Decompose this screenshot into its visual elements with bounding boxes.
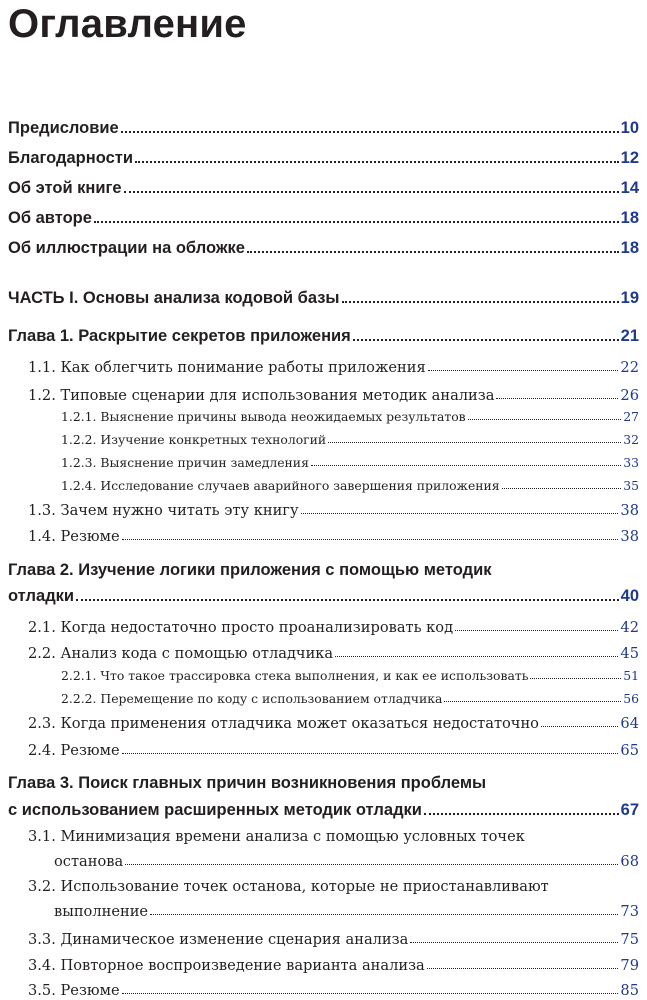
dot-leader [247,251,619,253]
dot-leader [122,539,619,540]
toc-entry-section-line1[interactable]: 3.2. Использование точек останова, которые не приостанавливают [28,878,549,895]
dot-leader [468,419,622,420]
toc-entry-section[interactable] [0,708,639,732]
toc-entry-page: 10 [620,119,639,137]
toc-entry-title: 1.2.3. Выяснение причин замедления [61,455,309,470]
toc-entry-cover-illustration[interactable] [0,234,639,258]
toc-entry-acknowledgements[interactable] [0,144,639,168]
toc-entry-page: 19 [620,289,639,307]
toc-entry-title: 2.2. Анализ кода с помощью отладчика [28,645,334,662]
toc-entry-page: 85 [620,982,639,999]
toc-entry-about-book[interactable] [0,174,639,198]
toc-entry-chapter-3[interactable] [0,796,639,820]
toc-entry-section[interactable] [0,896,639,920]
toc-entry-title: 2.1. Когда недостаточно просто проанализировать код [28,619,454,636]
toc-entry-page: 79 [620,957,639,974]
toc-entry-section[interactable] [0,380,639,404]
dot-leader [455,630,618,631]
toc-entry-chapter-2-line1[interactable]: Глава 2. Изучение логики приложения с помощью методик [8,561,492,579]
toc-entry-title: Предисловие [8,119,119,137]
toc-entry-page: 40 [620,587,639,605]
toc-entry-page: 38 [620,528,639,545]
toc-entry-page: 33 [623,455,639,470]
toc-entry-title: 3.4. Повторное воспроизведение варианта анализа [28,957,425,974]
dot-leader [124,191,619,193]
toc-entry-chapter-1[interactable] [0,322,639,346]
dot-leader [342,301,619,303]
toc-entry-subsection[interactable] [0,450,639,470]
dot-leader [530,678,621,679]
dot-leader [311,465,621,466]
toc-entry-page: 26 [620,387,639,404]
dot-leader [427,968,619,969]
toc-entry-subsection[interactable] [0,663,639,683]
dot-leader [424,813,619,815]
toc-entry-page: 51 [623,668,639,683]
toc-entry-title: 2.2.1. Что такое трассировка стека выполнения, и как ее использовать [61,668,529,683]
toc-entry-page: 35 [623,478,639,493]
toc-entry-title: ЧАСТЬ I. Основы анализа кодовой базы [8,289,340,307]
toc-entry-title: 1.2.2. Изучение конкретных технологий [61,432,327,447]
toc-entry-title: 1.4. Резюме [28,528,120,545]
toc-entry-page: 67 [620,801,639,819]
toc-entry-section[interactable] [0,735,639,759]
toc-entry-page: 12 [620,149,639,167]
toc-entry-part-1[interactable] [0,284,639,308]
toc-entry-title: Благодарности [8,149,133,167]
toc-entry-title: останова [54,853,124,870]
toc-entry-section[interactable] [0,924,639,948]
toc-entry-chapter-3-line1[interactable]: Глава 3. Поиск главных причин возникновения проблемы [8,774,487,792]
toc-entry-page: 42 [620,619,639,636]
toc-entry-title: выполнение [54,903,149,920]
dot-leader [76,599,619,601]
dot-leader [301,513,619,514]
toc-entry-title: 1.1. Как облегчить понимание работы приложения [28,359,426,376]
toc-entry-section[interactable] [0,495,639,519]
dot-leader [135,161,619,163]
toc-entry-about-author[interactable] [0,204,639,228]
toc-entry-section[interactable] [0,638,639,662]
dot-leader [428,370,619,371]
toc-entry-subsection[interactable] [0,404,639,424]
toc-entry-page: 75 [620,931,639,948]
dot-leader [125,864,618,865]
toc-entry-title: Об иллюстрации на обложке [8,239,245,257]
toc-entry-title: 3.3. Динамическое изменение сценария анализа [28,931,409,948]
toc-entry-title: Глава 1. Раскрытие секретов приложения [8,327,351,345]
toc-entry-title: 2.2.2. Перемещение по коду с использованием отладчика [61,691,443,706]
toc-entry-chapter-2[interactable] [0,582,639,606]
toc-entry-page: 32 [623,432,639,447]
dot-leader [496,398,618,399]
dot-leader [410,942,618,943]
toc-entry-title: 1.2.4. Исследование случаев аварийного завершения приложения [61,478,500,493]
toc-entry-page: 56 [623,691,639,706]
toc-entry-page: 27 [623,409,639,424]
toc-entry-title: Об авторе [8,209,92,227]
toc-entry-page: 45 [620,645,639,662]
toc-entry-title: 2.3. Когда применения отладчика может оказаться недостаточно [28,715,539,732]
toc-entry-title: 1.2. Типовые сценарии для использования методик анализа [28,387,495,404]
toc-entry-section[interactable] [0,950,639,974]
dot-leader [328,442,621,443]
toc-entry-title: 2.4. Резюме [28,742,120,759]
toc-entry-title: с использованием расширенных методик отладки [8,801,422,819]
toc-entry-page: 65 [620,742,639,759]
toc-entry-subsection[interactable] [0,427,639,447]
toc-entry-page: 18 [620,209,639,227]
toc-entry-page: 18 [620,239,639,257]
toc-entry-section[interactable] [0,612,639,636]
toc-entry-section[interactable] [0,975,639,999]
toc-entry-section-line1[interactable]: 3.1. Минимизация времени анализа с помощью условных точек [28,828,525,845]
dot-leader [150,914,618,915]
dot-leader [122,993,619,994]
toc-entry-page: 38 [620,502,639,519]
dot-leader [94,221,619,223]
toc-entry-title: 1.3. Зачем нужно читать эту книгу [28,502,299,519]
toc-entry-page: 68 [620,853,639,870]
toc-entry-section[interactable] [0,521,639,545]
toc-entry-title: 1.2.1. Выяснение причины вывода неожидаемых результатов [61,409,466,424]
toc-entry-page: 21 [620,327,639,345]
toc-entry-title: отладки [8,587,75,605]
toc-entry-subsection[interactable] [0,473,639,493]
dot-leader [335,656,618,657]
toc-entry-page: 22 [620,359,639,376]
toc-entry-page: 64 [620,715,639,732]
toc-entry-page: 73 [620,903,639,920]
dot-leader [502,488,622,489]
dot-leader [353,339,619,341]
dot-leader [444,701,621,702]
page-title: Оглавление [8,2,247,46]
toc-entry-page: 14 [620,179,639,197]
toc-entry-preface[interactable] [0,114,639,138]
toc-entry-section[interactable] [0,352,639,376]
toc-entry-subsection[interactable] [0,686,639,706]
toc-entry-title: Об этой книге [8,179,122,197]
dot-leader [121,131,619,133]
toc-entry-section[interactable] [0,846,639,870]
dot-leader [541,726,618,727]
dot-leader [122,753,619,754]
toc-entry-title: 3.5. Резюме [28,982,120,999]
